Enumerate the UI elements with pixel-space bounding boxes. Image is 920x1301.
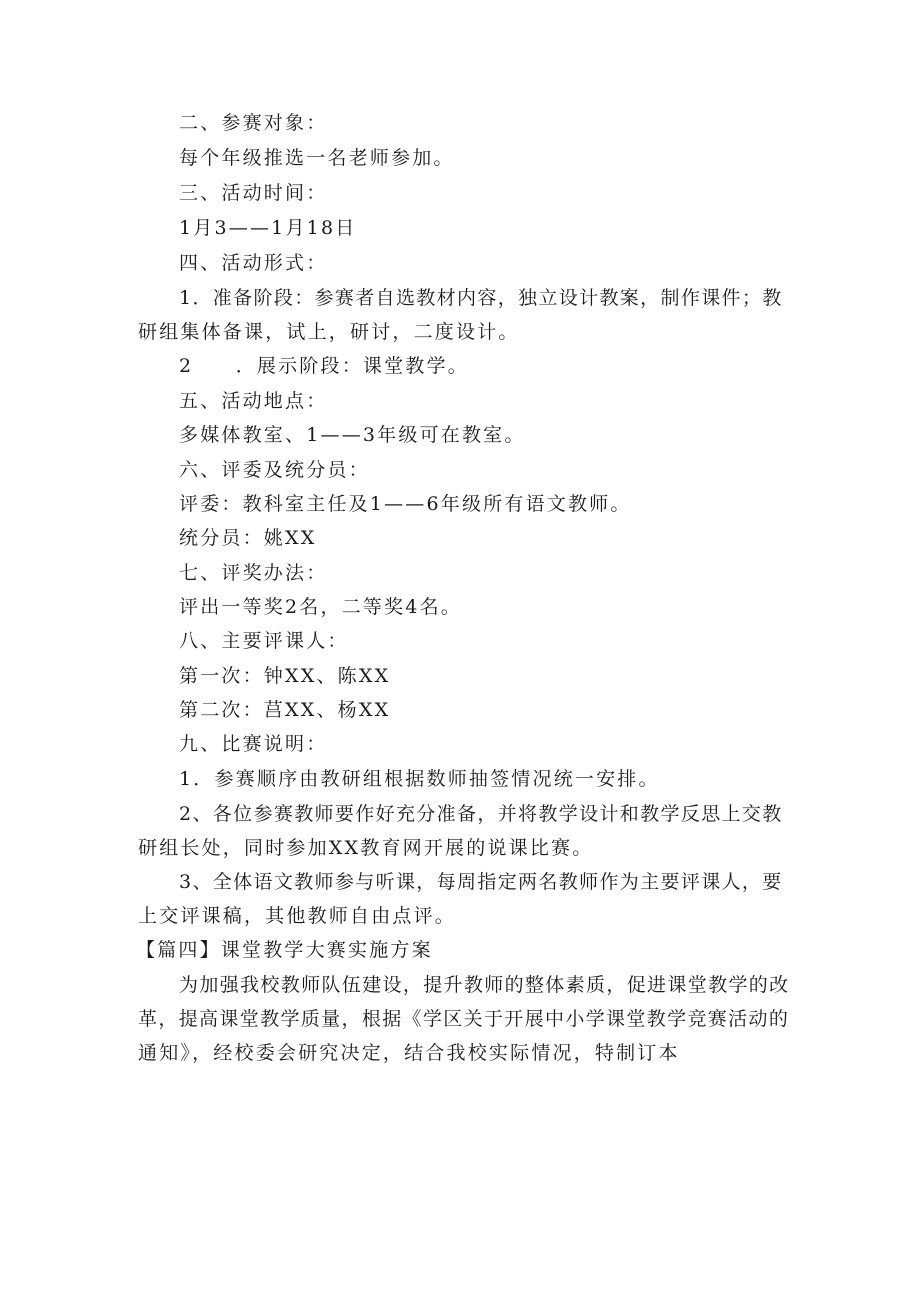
- paragraph-participants: 每个年级推选一名老师参加。: [179, 147, 455, 169]
- paragraph-format-step1-cont: 研组集体备课，试上，研讨，二度设计。: [138, 321, 520, 343]
- section-heading-time: 三、活动时间：: [179, 182, 328, 204]
- section-heading-notes: 九、比赛说明：: [179, 733, 328, 755]
- paragraph-scorer: 统分员：姚XX: [179, 527, 317, 549]
- paragraph-location: 多媒体教室、1——3年级可在教室。: [179, 424, 526, 446]
- paragraph-intro-1: 为加强我校教师队伍建设，提升教师的整体素质，促进课堂教学的改: [179, 974, 790, 996]
- paragraph-reviewers-second: 第二次：莒XX、杨XX: [179, 699, 391, 721]
- paragraph-time: 1月3——1月18日: [179, 217, 357, 239]
- paragraph-note-1: 1．参赛顺序由教研组根据数师抽签情况统一安排。: [179, 768, 660, 790]
- section-heading-format: 四、活动形式：: [179, 252, 328, 274]
- paragraph-format-step2: 2 ．展示阶段：课堂教学。: [179, 355, 469, 377]
- section-heading-awards: 七、评奖办法：: [179, 562, 328, 584]
- paragraph-note-3-cont: 上交评课稿，其他教师自由点评。: [138, 905, 457, 927]
- paragraph-reviewers-first: 第一次：钟XX、陈XX: [179, 665, 391, 687]
- paragraph-judges: 评委：教科室主任及1——6年级所有语文教师。: [179, 493, 632, 515]
- section-heading-reviewers: 八、主要评课人：: [179, 630, 349, 652]
- paragraph-awards: 评出一等奖2名，二等奖4名。: [179, 596, 462, 618]
- paragraph-intro-3: 通知》，经校委会研究决定，结合我校实际情况，特制订本: [138, 1042, 680, 1064]
- section-heading-judges: 六、评委及统分员：: [179, 459, 370, 481]
- paragraph-note-2-cont: 研组长处，同时参加XX教育网开展的说课比赛。: [138, 837, 594, 859]
- section-heading-participants: 二、参赛对象：: [179, 112, 328, 134]
- section-heading-location: 五、活动地点：: [179, 390, 328, 412]
- paragraph-format-step1: 1．准备阶段：参赛者自选教材内容，独立设计教案，制作课件；教: [179, 287, 783, 309]
- paragraph-note-2: 2、各位参赛教师要作好充分准备，并将教学设计和教学反思上交教: [179, 803, 783, 825]
- paragraph-intro-2: 革，提高课堂教学质量，根据《学区关于开展中小学课堂教学竞赛活动的: [138, 1008, 790, 1030]
- paragraph-note-3: 3、全体语文教师参与听课，每周指定两名教师作为主要评课人，要: [179, 871, 783, 893]
- article-heading: 【篇四】课堂教学大赛实施方案: [136, 939, 433, 961]
